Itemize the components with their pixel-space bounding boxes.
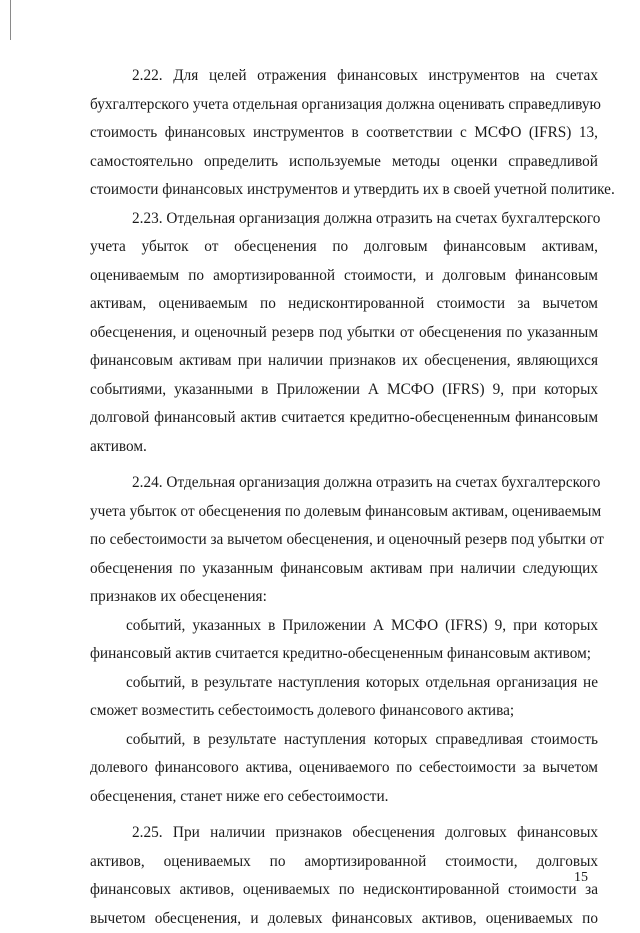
text-line: событий, в результате наступления которых справедливая стоимость (90, 726, 598, 755)
paragraph-gap (90, 811, 598, 819)
page-number: 15 (574, 868, 588, 888)
text-line: долговой финансовый актив считается кредитно-обесцененным финансовым (90, 404, 598, 433)
text-line: учета убыток от обесценения по долговым финансовым активам, (90, 233, 598, 262)
text-line: активам, оцениваемым по недисконтированной стоимости за вычетом (90, 290, 598, 319)
text-line: активов, оцениваемых по амортизированной стоимости, долговых (90, 848, 598, 877)
text-line: долевого финансового актива, оцениваемого по себестоимости за вычетом (90, 754, 598, 783)
text-line: оцениваемым по амортизированной стоимости, и долговым финансовым (90, 262, 598, 291)
text-line: стоимость финансовых инструментов в соответствии с МСФО (IFRS) 13, (90, 119, 598, 148)
text-line: 2.22. Для целей отражения финансовых инструментов на счетах (90, 62, 598, 91)
list-item-3 (90, 726, 598, 812)
text-line: по себестоимости за вычетом обесценения, и оценочный резерв под убытки от (90, 526, 598, 555)
text-line: сможет возместить себестоимость долевого финансового актива; (90, 697, 598, 726)
paragraph-gap (90, 461, 598, 469)
text-line: активом. (90, 433, 598, 462)
paragraph-2-23 (90, 205, 598, 462)
paragraph-2-24 (90, 469, 598, 612)
text-line: событиями, указанными в Приложении А МСФО (IFRS) 9, при которых (90, 376, 598, 405)
text-line: обесценения, и оценочный резерв под убытки от обесценения по указанным (90, 319, 598, 348)
text-line: стоимости финансовых инструментов и утвердить их в своей учетной политике. (90, 176, 598, 205)
paragraph-2-22 (90, 62, 598, 205)
text-line: 2.24. Отдельная организация должна отразить на счетах бухгалтерского (90, 469, 598, 498)
text-line: вычетом обесценения, и долевых финансовых активов, оцениваемых по (90, 905, 598, 933)
list-item-2 (90, 669, 598, 726)
text-line: событий, указанных в Приложении А МСФО (IFRS) 9, при которых (90, 612, 598, 641)
text-line: 2.23. Отдельная организация должна отразить на счетах бухгалтерского (90, 205, 598, 234)
scan-edge-mark (10, 0, 11, 40)
text-line: финансовый актив считается кредитно-обесцененным финансовым активом; (90, 640, 598, 669)
text-line: обесценения по указанным финансовым активам при наличии следующих (90, 555, 598, 584)
list-item-1 (90, 612, 598, 669)
text-line: бухгалтерского учета отдельная организация должна оценивать справедливую (90, 91, 598, 120)
text-line: учета убыток от обесценения по долевым финансовым активам, оцениваемым (90, 498, 598, 527)
text-line: обесценения, станет ниже его себестоимости. (90, 783, 598, 812)
document-page (90, 62, 598, 933)
text-line: событий, в результате наступления которых отдельная организация не (90, 669, 598, 698)
text-line: финансовым активам при наличии признаков их обесценения, являющихся (90, 347, 598, 376)
paragraph-2-25 (90, 819, 598, 933)
text-line: 2.25. При наличии признаков обесценения долговых финансовых (90, 819, 598, 848)
text-line: самостоятельно определить используемые методы оценки справедливой (90, 148, 598, 177)
text-line: финансовых активов, оцениваемых по недисконтированной стоимости за (90, 876, 598, 905)
text-line: признаков их обесценения: (90, 583, 598, 612)
